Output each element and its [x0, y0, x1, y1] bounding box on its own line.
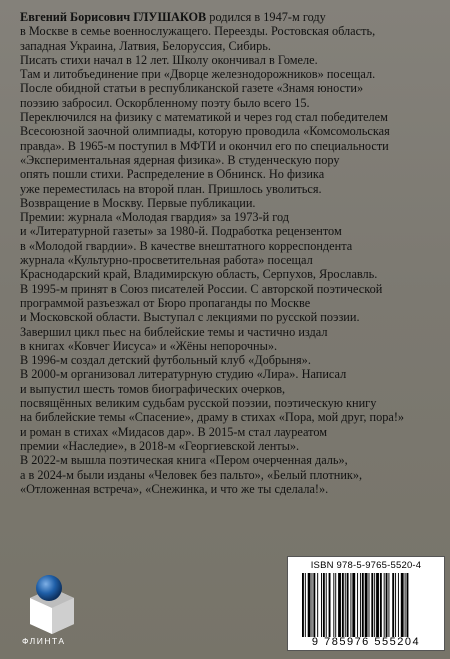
barcode-bar [374, 573, 375, 637]
barcode-bar [335, 573, 336, 637]
barcode-bar [395, 573, 396, 637]
barcode-bar [313, 573, 315, 637]
barcode-bar [308, 573, 311, 637]
barcode-bar [369, 573, 370, 637]
bio-line: Всесоюзной заочной олимпиады, которую проводила «Комсомольская [20, 124, 390, 139]
bio-line: «Экспериментальная ядерная физика». В студенческую пору [20, 152, 340, 167]
barcode-bar [398, 573, 399, 637]
bio-line: «Отложенная встреча», «Снежинка, и что же ты сделала!». [20, 481, 329, 496]
isbn-label: ISBN 978-5-9765-5520-4 [310, 560, 422, 571]
barcode-bar [333, 573, 334, 637]
bio-line: премии «Наследие», в 2018-м «Георгиевской ленты». [20, 438, 300, 453]
bio-line: на библейские темы «Спасение», драму в стихах «Пора, мой друг, пора!» [20, 410, 405, 425]
barcode-bar [317, 573, 318, 637]
bio-line: и «Литературной газеты» за 1980-й. Подработка рецензентом [20, 224, 342, 239]
barcode-bar [347, 573, 349, 637]
barcode-bar [388, 573, 389, 637]
bio-line: Евгений Борисович ГЛУШАКОВ родился в 1947-м году [20, 10, 326, 24]
bio-line: Там и литобъединение при «Дворце железнодорожников» посещал. [20, 67, 376, 82]
barcode-bar [386, 573, 388, 637]
author-name: Евгений Борисович ГЛУШАКОВ [20, 10, 207, 24]
barcode-bar [401, 573, 404, 637]
bio-line: опять пошли стихи. Распределение в Обнинск. Но физика [20, 167, 325, 182]
bio-line: После обидной статьи в республиканской газете «Знамя юности» [20, 81, 364, 96]
barcode-bar [371, 573, 373, 637]
barcode-bar [338, 573, 341, 637]
barcode-bar [345, 573, 346, 637]
bio-line: В 2022-м вышла поэтическая книга «Пером очерченная даль», [20, 453, 348, 468]
bio-line: и выпустил шесть томов биографических очерков, [20, 381, 286, 396]
barcode-bars [302, 573, 438, 637]
barcode-bar [323, 573, 325, 637]
barcode-bar [302, 573, 304, 637]
bio-line: поэзию забросил. Оскорбленному поэту было всего 15. [20, 95, 310, 110]
bio-line: Возвращение в Москву. Первые публикации. [20, 195, 256, 210]
barcode-bar [380, 573, 382, 637]
barcode-bar [305, 573, 306, 637]
bio-line: посвящённых великим судьбам русской поэзии, поэтическую книгу [20, 396, 377, 411]
barcode-bar [326, 573, 327, 637]
barcode-bar [392, 573, 394, 637]
bio-line: и Московской области. Выступал с лекциями по русской поэзии. [20, 310, 360, 325]
isbn-barcode [287, 556, 445, 651]
bio-line: в «Молодой гвардии». В качестве внештатного корреспондента [20, 238, 353, 253]
barcode-digits: 9 785976 555204 [311, 636, 421, 648]
barcode-bar [407, 573, 409, 637]
barcode-bar [360, 573, 361, 637]
barcode-bar [384, 573, 385, 637]
bio-line: В 1995-м принят в Союз писателей России. С авторской поэтической [20, 281, 383, 296]
bio-line: Завершил цикл пьес на библейские темы и частично издал [20, 324, 328, 339]
barcode-bar [376, 573, 379, 637]
barcode-bar [342, 573, 344, 637]
barcode-bar [365, 573, 368, 637]
barcode-bar [405, 573, 406, 637]
bio-line: западная Украина, Латвия, Белоруссия, Сибирь. [20, 38, 271, 53]
bio-line: Премии: журнала «Молодая гвардия» за 1973-й год [20, 210, 290, 225]
barcode-bar [362, 573, 364, 637]
bio-line: в книгах «Ковчег Иисуса» и «Жёны непорочны». [20, 338, 278, 353]
bio-line: Краснодарский край, Владимирскую область, Серпухов, Ярославль. [20, 267, 378, 282]
bio-line: Переключился на физику с математикой и через год стал победителем [20, 110, 388, 125]
bio-line: журнала «Культурно-просветительная работа» посещал [20, 253, 313, 268]
bio-line: и роман в стихах «Мидасов дар». В 2015-м стал лауреатом [20, 424, 328, 439]
author-biography [20, 10, 440, 496]
bio-line: программой разъезжал от Бюро пропаганды по Москве [20, 295, 311, 310]
barcode-bar [350, 573, 351, 637]
barcode-bar [357, 573, 358, 637]
barcode-bar [329, 573, 331, 637]
bio-line: В 1996-м создал детский футбольный клуб «Добрыня». [20, 353, 311, 368]
barcode-bar [352, 573, 355, 637]
barcode-bar [321, 573, 322, 637]
bio-line: В 2000-м организовал литературную студию «Лира». Написал [20, 367, 347, 382]
barcode-bar [312, 573, 313, 637]
bio-line: Писать стихи начал в 12 лет. Школу окончивал в Гомеле. [20, 52, 318, 67]
bio-line: а в 2024-м были изданы «Человек без пальто», «Белый плотник», [20, 467, 363, 482]
publisher-name: ФЛИНТА [22, 636, 66, 646]
bio-line: уже переместилась на второй план. Пришлось уволиться. [20, 181, 322, 196]
bio-line: правда». В 1965-м поступил в МФТИ и окончил его по специальности [20, 138, 389, 153]
bio-line: в Москве в семье военнослужащего. Переезды. Ростовская область, [20, 24, 376, 39]
